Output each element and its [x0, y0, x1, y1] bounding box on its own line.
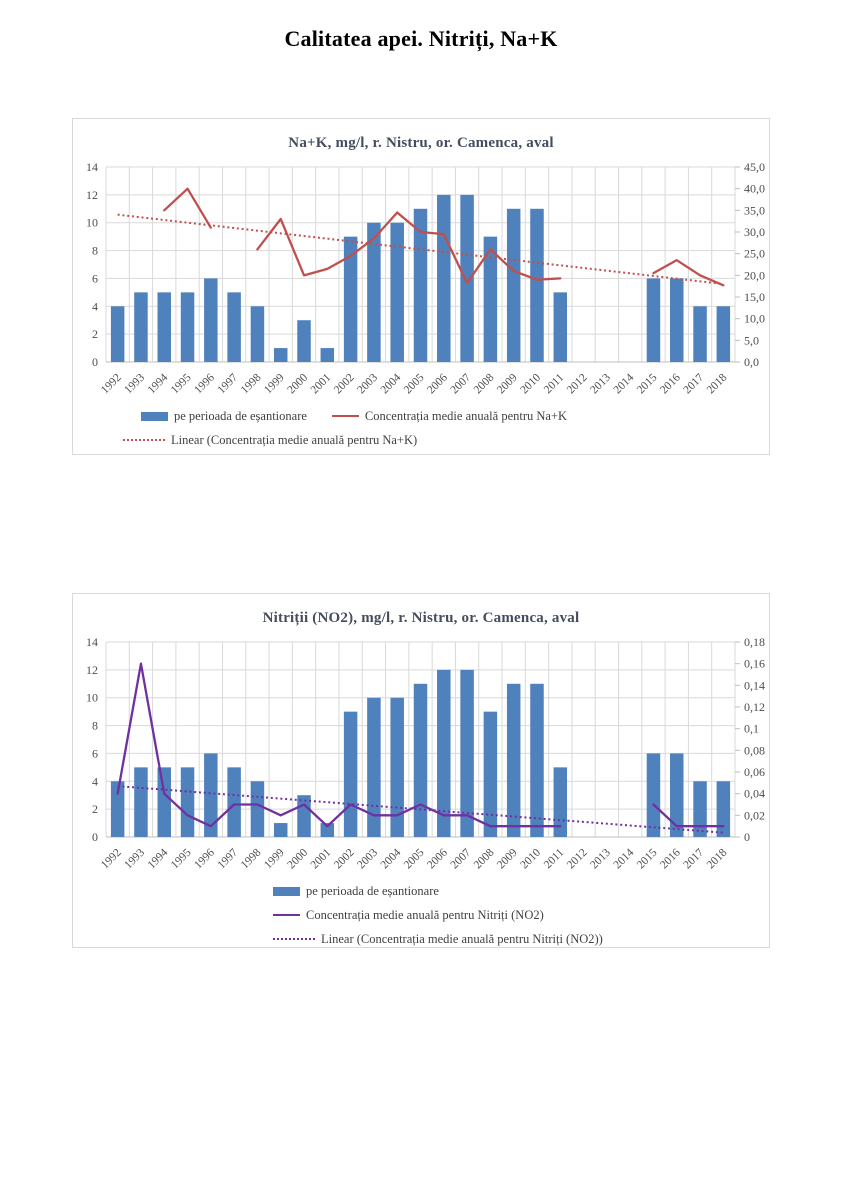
legend-row [73, 903, 769, 927]
bar-2010 [530, 209, 544, 362]
left-axis-tick-label: 14 [86, 160, 98, 174]
x-axis-tick-label: 2003 [355, 371, 381, 397]
chart-na-k-legend [73, 404, 769, 452]
left-axis-tick-label: 0 [92, 830, 98, 844]
chart-no2-legend [73, 879, 769, 951]
x-axis-tick-label: 2002 [331, 371, 357, 397]
right-axis-tick-label: 0,1 [744, 721, 759, 736]
x-axis-tick-label: 2012 [564, 846, 590, 872]
x-axis-tick-label: 2015 [634, 371, 660, 397]
bar-2001 [321, 348, 335, 362]
x-axis-tick-label: 2018 [704, 371, 730, 397]
left-axis [86, 635, 98, 844]
bar-swatch-icon [141, 412, 168, 421]
chart-no2-canvas [73, 634, 769, 879]
left-axis-tick-label: 10 [86, 215, 98, 230]
x-axis-tick-label: 2006 [425, 371, 450, 397]
right-axis [735, 160, 765, 369]
bar-2005 [414, 684, 428, 837]
right-axis-tick-label: 5,0 [744, 333, 759, 348]
x-axis-tick-label: 2011 [541, 371, 567, 397]
bar-1994 [157, 767, 171, 837]
left-axis-tick-label: 12 [86, 662, 98, 677]
right-axis-tick-label: 0,06 [744, 765, 765, 779]
right-axis-tick-label: 30,0 [744, 225, 765, 239]
chart-na-k-canvas [73, 159, 769, 404]
x-axis-tick-label: 2001 [308, 846, 334, 872]
bar-1998 [251, 306, 264, 362]
bar-2009 [507, 684, 521, 837]
x-axis-tick-label: 1993 [122, 846, 148, 872]
right-axis-tick-label: 0,12 [744, 700, 765, 714]
bar-2010 [530, 684, 544, 837]
bar-2000 [297, 320, 311, 362]
x-axis-tick-label: 2007 [448, 846, 474, 872]
legend-row [73, 879, 769, 903]
x-axis-tick-label: 2013 [588, 846, 613, 872]
bar-2000 [297, 795, 311, 837]
x-axis-tick-label: 2014 [611, 371, 637, 397]
bar-1997 [227, 292, 241, 362]
x-axis [99, 371, 730, 396]
left-axis-tick-label: 6 [92, 746, 98, 761]
x-axis-tick-label: 2017 [681, 846, 707, 872]
bar-1997 [227, 767, 241, 837]
x-axis-tick-label: 1999 [262, 846, 287, 872]
left-axis [86, 160, 98, 369]
x-axis-tick-label: 2004 [378, 846, 404, 872]
x-axis-tick-label: 2013 [588, 371, 613, 397]
right-axis-tick-label: 10,0 [744, 311, 765, 326]
bar-2017 [693, 306, 707, 362]
right-axis-tick-label: 25,0 [744, 246, 765, 261]
chart-na-k [72, 118, 770, 455]
x-axis-tick-label: 1994 [145, 371, 171, 397]
x-axis-tick-label: 2012 [564, 371, 590, 397]
legend-item [141, 409, 307, 424]
bar-2009 [507, 209, 521, 362]
legend-row [73, 428, 769, 452]
bar-1993 [134, 767, 148, 837]
x-axis-tick-label: 2018 [704, 846, 730, 872]
x-axis-tick-label: 2010 [518, 846, 544, 872]
right-axis-tick-label: 0,02 [744, 808, 765, 823]
dotted-trend-swatch-icon [273, 938, 315, 940]
legend-label: pe perioada de eșantionare [174, 408, 307, 423]
bar-1999 [274, 348, 288, 362]
chart-no2 [72, 593, 770, 948]
x-axis-tick-label: 1997 [215, 371, 241, 397]
left-axis-tick-label: 12 [86, 187, 98, 202]
x-axis-tick-label: 2005 [401, 371, 427, 397]
bar-2003 [367, 223, 381, 362]
left-axis-tick-label: 0 [92, 355, 98, 369]
x-axis-tick-label: 1992 [99, 371, 124, 397]
x-axis-tick-label: 2008 [471, 371, 497, 397]
left-axis-tick-label: 4 [92, 299, 98, 314]
bar-1995 [181, 767, 195, 837]
x-axis-tick-label: 1992 [99, 846, 124, 872]
bar-2015 [647, 278, 661, 362]
bar-2016 [670, 278, 684, 362]
right-axis [735, 635, 765, 844]
bar-2008 [484, 712, 498, 837]
x-axis-tick-label: 2009 [495, 846, 520, 872]
x-axis-tick-label: 2016 [658, 371, 683, 397]
right-axis-tick-label: 40,0 [744, 181, 765, 196]
x-axis-tick-label: 1997 [215, 846, 241, 872]
x-axis-tick-label: 2002 [331, 846, 357, 872]
legend-label: Concentrația medie anuală pentru Nitriți (NO2) [306, 907, 544, 922]
left-axis-tick-label: 10 [86, 690, 98, 705]
bar-2002 [344, 712, 358, 837]
bar-2018 [717, 781, 731, 837]
x-axis-tick-label: 2005 [401, 846, 427, 872]
bar-2006 [437, 195, 451, 362]
x-axis-tick-label: 2007 [448, 371, 474, 397]
chart-no2-title: Nitriții (NO2), mg/l, r. Nistru, or. Camenca, aval [262, 610, 580, 626]
x-axis-tick-label: 2004 [378, 371, 404, 397]
bar-1994 [157, 292, 171, 362]
left-axis-tick-label: 6 [92, 271, 98, 286]
right-axis-tick-label: 35,0 [744, 203, 765, 218]
right-axis-tick-label: 0 [744, 830, 750, 844]
right-axis-tick-label: 0,18 [744, 635, 765, 649]
x-axis-tick-label: 2016 [658, 846, 683, 872]
x-axis-tick-label: 2000 [285, 371, 311, 397]
bar-1999 [274, 823, 288, 837]
x-axis-tick-label: 2008 [471, 846, 497, 872]
left-axis-tick-label: 4 [92, 774, 98, 789]
legend-item [123, 433, 417, 448]
legend-row [73, 927, 769, 951]
x-axis-tick-label: 2017 [681, 371, 707, 397]
legend-item [332, 409, 567, 424]
right-axis-tick-label: 0,0 [744, 355, 759, 369]
x-axis-tick-label: 1995 [168, 846, 194, 872]
bar-1995 [181, 292, 195, 362]
left-axis-tick-label: 8 [92, 243, 98, 258]
legend-label: Concentrația medie anuală pentru Na+K [364, 408, 568, 423]
x-axis-tick-label: 2015 [634, 846, 660, 872]
left-axis-tick-label: 2 [92, 327, 98, 342]
right-axis-tick-label: 0,14 [744, 678, 765, 693]
line-swatch-icon [273, 914, 300, 916]
x-axis-tick-label: 1995 [168, 371, 194, 397]
legend-label: Linear (Concentrația medie anuală pentru Nitriți (NO2)) [321, 931, 603, 946]
chart-na-k-title: Na+K, mg/l, r. Nistru, or. Camenca, aval [288, 135, 554, 151]
bar-swatch-icon [273, 887, 300, 896]
x-axis-tick-label: 2014 [611, 846, 637, 872]
x-axis-tick-label: 1998 [238, 846, 264, 872]
x-axis-tick-label: 2011 [541, 846, 567, 872]
right-axis-tick-label: 20,0 [744, 268, 765, 283]
legend-item [273, 908, 544, 923]
x-axis-tick-label: 1996 [192, 371, 217, 397]
bar-2018 [717, 306, 731, 362]
bar-2016 [670, 753, 684, 837]
left-axis-tick-label: 14 [86, 635, 98, 649]
x-axis-tick-label: 1998 [238, 371, 264, 397]
legend-row [73, 404, 769, 428]
right-axis-tick-label: 0,16 [744, 656, 765, 671]
right-axis-tick-label: 0,08 [744, 743, 765, 758]
x-axis-tick-label: 2010 [518, 371, 544, 397]
x-axis-tick-label: 1994 [145, 846, 171, 872]
left-axis-tick-label: 2 [92, 802, 98, 817]
x-axis-tick-label: 2009 [495, 371, 520, 397]
legend-item [273, 884, 439, 899]
bar-2015 [647, 753, 661, 837]
bar-2017 [693, 781, 707, 837]
line-swatch-icon [332, 415, 359, 417]
legend-label: Linear (Concentrația medie anuală pentru Na+K) [171, 432, 418, 447]
bar-2007 [460, 195, 474, 362]
legend-label: pe perioada de eșantionare [306, 883, 439, 898]
x-axis-tick-label: 2006 [425, 846, 450, 872]
right-axis-tick-label: 15,0 [744, 290, 765, 304]
right-axis-tick-label: 0,04 [744, 786, 765, 801]
bar-2004 [390, 223, 404, 362]
x-axis-tick-label: 2001 [308, 371, 334, 397]
x-axis-tick-label: 1996 [192, 846, 217, 872]
x-axis-tick-label: 2003 [355, 846, 381, 872]
x-axis-tick-label: 2000 [285, 846, 311, 872]
bar-2011 [554, 292, 568, 362]
dotted-trend-swatch-icon [123, 439, 165, 441]
bar-1993 [134, 292, 148, 362]
page-title: Calitatea apei. Nitriți, Na+K [284, 26, 558, 51]
x-axis [99, 846, 730, 871]
right-axis-tick-label: 45,0 [744, 160, 765, 174]
x-axis-tick-label: 1999 [262, 371, 287, 397]
bar-1998 [251, 781, 264, 837]
bar-1996 [204, 278, 218, 362]
legend-item [273, 932, 603, 947]
left-axis-tick-label: 8 [92, 718, 98, 733]
x-axis-tick-label: 1993 [122, 371, 148, 397]
bar-1992 [111, 306, 125, 362]
